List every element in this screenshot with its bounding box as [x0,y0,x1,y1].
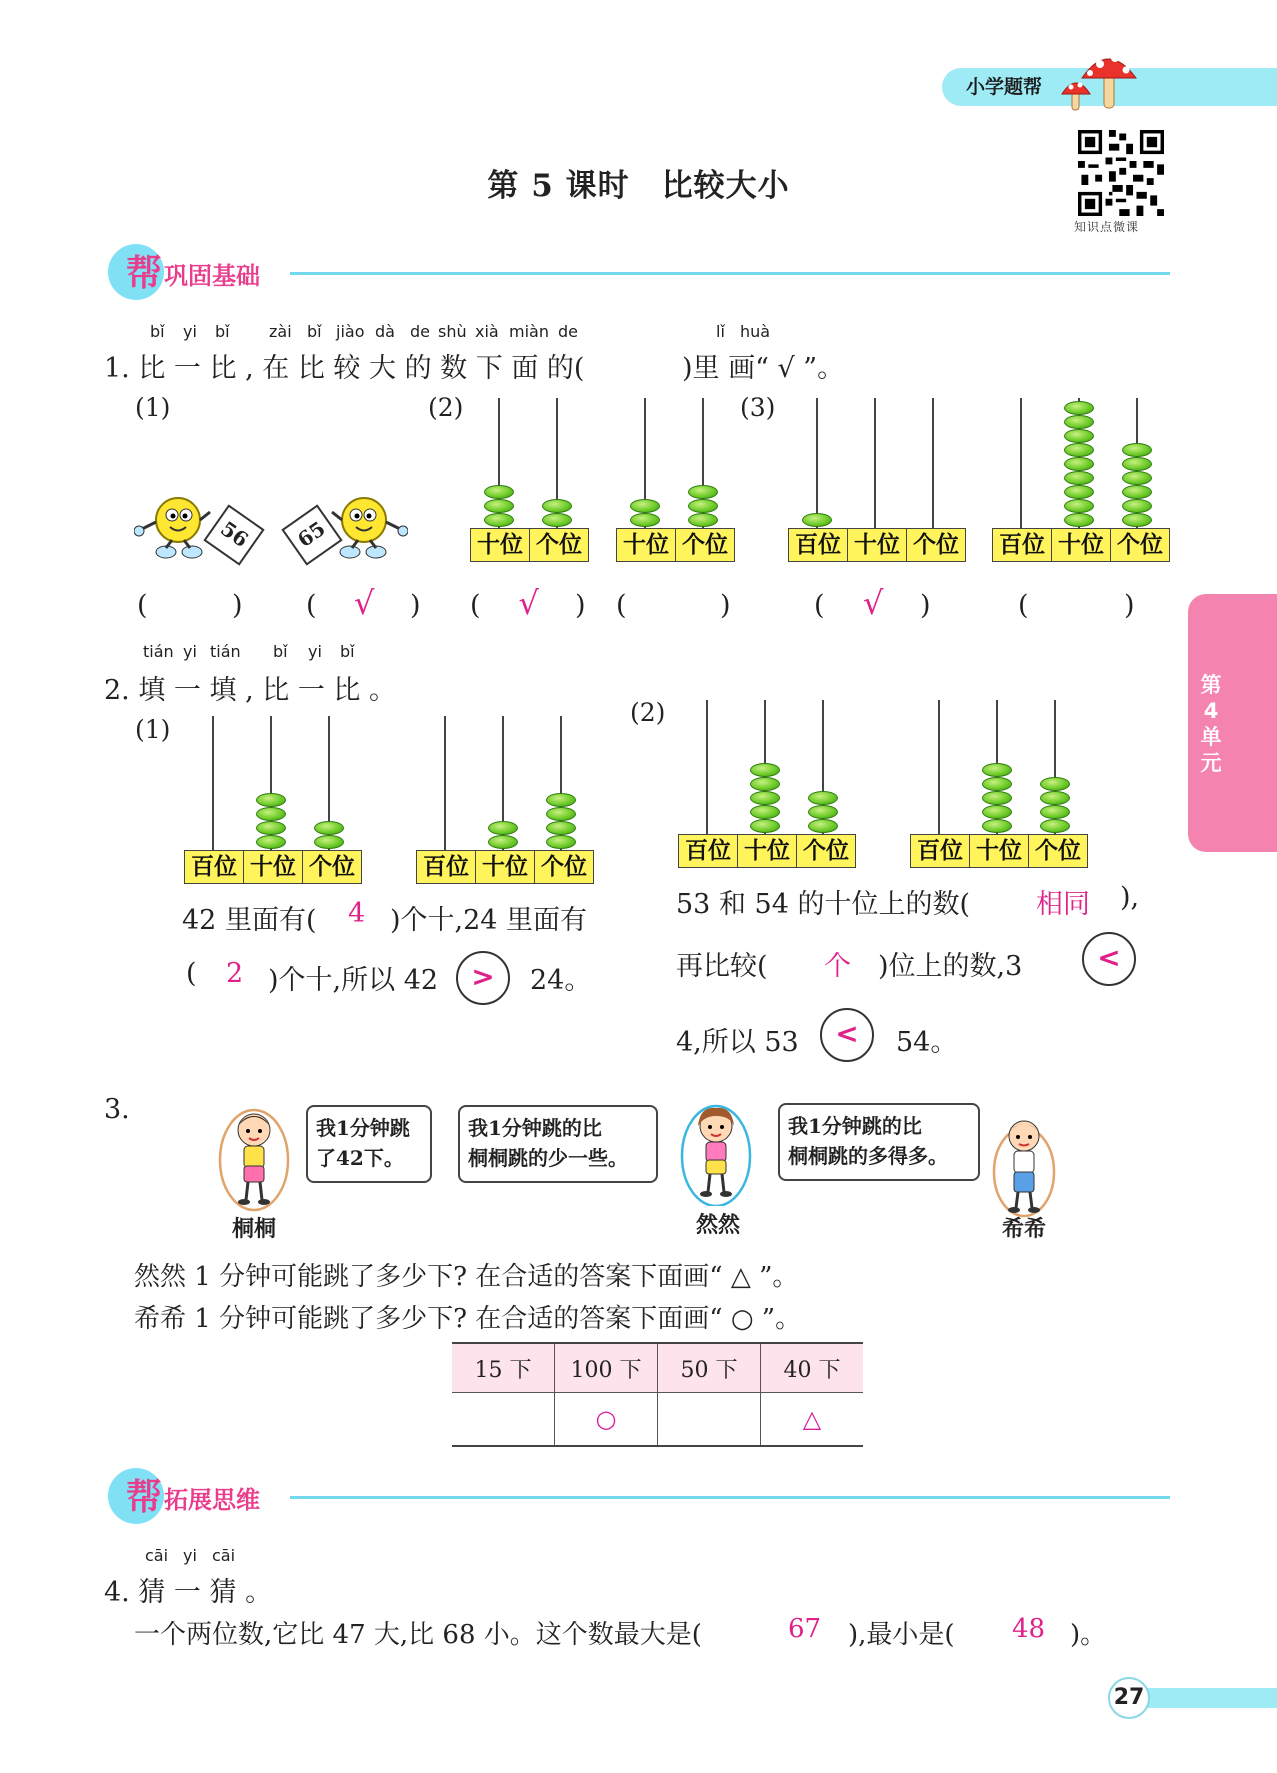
speech-bubble: 我1分钟跳的比 桐桐跳的多得多。 [778,1103,980,1181]
pinyin: dà [375,322,395,341]
pinyin: cāi [145,1546,169,1565]
place-label: 个位 [796,835,855,867]
table-answer-cell[interactable] [452,1393,555,1447]
mascot-icon [134,490,214,562]
abacus-bead [1064,429,1094,443]
boy-jumping-rope-icon [984,1110,1064,1218]
abacus-bead [1122,443,1152,457]
pinyin: shù [438,322,467,341]
abacus-place-labels [992,528,1170,562]
pinyin: bǐ [150,322,165,341]
abacus-bead [256,807,286,821]
answer-check-slot[interactable]: √ [354,584,375,622]
abacus-bead [256,835,286,849]
place-label: 十位 [1051,529,1110,561]
pinyin: tián [143,642,174,661]
abacus-bead [1040,791,1070,805]
kid-name: 然然 [696,1212,741,1238]
place-label: 百位 [423,854,469,880]
pinyin: lǐ [716,322,725,341]
q2-1-answer[interactable]: 4 [348,898,366,929]
answer-paren-open: ( [306,590,317,621]
place-label: 百位 [191,854,237,880]
abacus-bead [750,791,780,805]
abacus-bead [1122,471,1152,485]
place-label: 百位 [999,532,1045,558]
abacus-bead [750,777,780,791]
table-header-cell: 40 下 [761,1343,864,1393]
answer-paren-open: ( [1018,590,1029,621]
speech-bubble: 我1分钟跳 了42下。 [306,1105,432,1183]
abacus-bead [1122,485,1152,499]
q2-1-line2-mid: )个十,所以 42 [268,965,439,996]
q3-number: 3. [104,1094,130,1125]
answer-paren-close: ) [1124,590,1135,621]
table-answer-cell[interactable] [658,1393,761,1447]
q2-2-answer[interactable]: 相同 [1036,889,1090,920]
place-label: 十位 [847,529,906,561]
abacus-rod [444,716,446,850]
abacus-bead [1040,819,1070,833]
abacus-bead [688,485,718,499]
q3-line2: 希希 1 分钟可能跳了多少下? 在合适的答案下面画“ ○ ”。 [134,1304,802,1334]
q1-text: 1. 比 一 比 , 在 比 较 大 的 数 下 面 的( [104,353,585,384]
abacus-bead [1122,513,1152,527]
abacus-place-labels [788,528,966,562]
place-label: 十位 [737,835,796,867]
abacus-bead [488,835,518,849]
abacus-rod [874,398,876,528]
answer-paren-close: ) [920,590,931,621]
q4-answer-max[interactable]: 67 [788,1614,822,1644]
abacus-bead [688,513,718,527]
abacus-bead [546,821,576,835]
q2-sub2: (2) [630,698,666,727]
q1-sub1: (1) [135,393,171,422]
q4-line: 一个两位数,它比 47 大,比 68 小。这个数最大是( [134,1620,702,1650]
place-label: 百位 [795,532,841,558]
answer-check-slot[interactable]: √ [863,584,884,622]
q2-2-line2-end: )位上的数,3 [878,951,1023,982]
abacus-bead [488,821,518,835]
abacus-bead [484,513,514,527]
abacus-bead [546,835,576,849]
q2-1-line2: ( [186,958,197,989]
pinyin: yi [183,322,197,341]
abacus-bead [808,791,838,805]
q2-2-line2: 再比较( [676,951,768,982]
abacus-bead [982,791,1012,805]
table-answer-cell[interactable]: △ [761,1393,864,1447]
place-label: 十位 [969,835,1028,867]
q2-1-line2-end: 24。 [530,965,592,996]
abacus-bead [1064,485,1094,499]
q2-2-line3-end: 54。 [896,1027,958,1058]
place-label: 个位 [302,851,361,883]
abacus-bead [1064,443,1094,457]
compare-circle[interactable]: < [1082,932,1136,986]
pinyin: bǐ [273,642,288,661]
answer-paren-close: ) [720,590,731,621]
abacus-bead [484,485,514,499]
place-label: 百位 [917,838,963,864]
speech-bubble: 我1分钟跳的比 桐桐跳的少一些。 [458,1105,658,1183]
abacus-bead [808,819,838,833]
q2-2-line1-end: ), [1120,882,1140,913]
table-header-cell: 15 下 [452,1343,555,1393]
abacus-bead [1040,805,1070,819]
abacus-place-labels [616,528,735,562]
abacus-bead [1064,471,1094,485]
abacus-bead [750,819,780,833]
abacus-bead [1064,513,1094,527]
q2-1-answer[interactable]: 2 [226,958,244,989]
abacus-bead [630,513,660,527]
q4-text: 4. 猜 一 猜 。 [104,1577,273,1608]
compare-circle[interactable]: > [456,951,510,1005]
place-label: 个位 [529,529,588,561]
section-divider [290,1496,1170,1499]
pinyin: cāi [212,1546,236,1565]
answer-table [452,1342,863,1447]
q2-1-line1: 42 里面有( [182,905,317,936]
abacus-rod [938,700,940,834]
pinyin: de [558,322,578,341]
page-title: 第 5 课时 比较大小 [487,168,790,204]
footer-bar [1140,1688,1277,1708]
number-card: 65 [281,504,342,565]
abacus-bead [546,807,576,821]
girl-jumping-rope-icon [214,1100,294,1212]
q2-sub1: (1) [135,715,171,744]
abacus-bead [1040,777,1070,791]
number-card: 56 [203,504,264,565]
abacus-rod [706,700,708,834]
place-label: 十位 [477,532,523,558]
mushroom-icon [1060,44,1140,114]
abacus-bead [1064,401,1094,415]
brand-name: 小学题帮 [966,76,1043,98]
section-title-extension: 拓展思维 [164,1486,260,1514]
abacus-bead [542,499,572,513]
compare-circle[interactable]: < [820,1008,874,1062]
abacus-place-labels [184,850,362,884]
pinyin: yi [183,1546,197,1565]
abacus-bead [314,835,344,849]
qr-code-icon [1078,130,1164,216]
abacus-bead [542,513,572,527]
place-label: 个位 [906,529,965,561]
section-title-basics: 巩固基础 [164,262,260,290]
abacus-bead [1064,457,1094,471]
pinyin: tián [210,642,241,661]
q3-line1: 然然 1 分钟可能跳了多少下? 在合适的答案下面画“ △ ”。 [134,1262,799,1292]
answer-paren-close: ) [232,590,243,621]
abacus-bead [750,763,780,777]
abacus-bead [688,499,718,513]
kid-name: 桐桐 [232,1216,277,1242]
abacus-bead [256,821,286,835]
pinyin: bǐ [340,642,355,661]
abacus-bead [1122,499,1152,513]
q1-text-end: )里 画“ √ ”。 [682,353,845,384]
q2-2-line3: 4,所以 53 [676,1027,799,1058]
abacus-rod [932,398,934,528]
place-label: 个位 [1028,835,1087,867]
abacus-bead [750,805,780,819]
answer-paren-open: ( [616,590,627,621]
place-label: 个位 [1110,529,1169,561]
answer-paren-close: ) [410,590,421,621]
abacus-bead [802,513,832,527]
abacus-place-labels [470,528,589,562]
place-label: 百位 [685,838,731,864]
section-bang: 帮 [126,253,163,294]
answer-paren-open: ( [470,590,481,621]
place-label: 十位 [475,851,534,883]
abacus-bead [982,819,1012,833]
place-label: 十位 [243,851,302,883]
pinyin: yi [308,642,322,661]
abacus-rod [816,398,818,528]
pinyin: jiào [336,322,365,341]
abacus-bead [546,793,576,807]
q4-line-end: )。 [1070,1620,1107,1650]
q1-sub3: (3) [740,393,776,422]
abacus-bead [1064,415,1094,429]
abacus-bead [1064,499,1094,513]
abacus-place-labels [910,834,1088,868]
abacus-bead [808,805,838,819]
place-label: 个位 [675,529,734,561]
pinyin: zài [269,322,292,341]
pinyin: de [410,322,430,341]
q2-2-answer[interactable]: 个 [824,951,851,982]
q4-answer-min[interactable]: 48 [1012,1614,1046,1644]
answer-paren-open: ( [137,590,148,621]
abacus-rod [1020,398,1022,528]
qr-label: 知识点微课 [1074,220,1140,234]
table-header-cell: 50 下 [658,1343,761,1393]
table-header-cell: 100 下 [555,1343,658,1393]
place-label: 十位 [623,532,669,558]
page-number: 27 [1108,1677,1150,1719]
pinyin: huà [740,322,771,341]
abacus-bead [256,793,286,807]
kid-name: 希希 [1002,1216,1047,1242]
abacus-bead [314,821,344,835]
section-divider [290,272,1170,275]
abacus-bead [982,763,1012,777]
girl-jumping-rope-icon [676,1096,756,1206]
answer-paren-close: ) [575,590,586,621]
pinyin: yi [183,642,197,661]
abacus-place-labels [416,850,594,884]
abacus-bead [630,499,660,513]
pinyin: miàn [509,322,549,341]
mascot-icon [328,490,408,562]
pinyin: xià [475,322,499,341]
abacus-bead [1122,457,1152,471]
q2-1-line1-end: )个十,24 里面有 [390,905,588,936]
pinyin: bǐ [215,322,230,341]
q4-line-mid: ),最小是( [848,1620,955,1650]
q2-text: 2. 填 一 填 , 比 一 比 。 [104,675,397,706]
place-label: 个位 [534,851,593,883]
abacus-rod [212,716,214,850]
abacus-place-labels [678,834,856,868]
answer-check-slot[interactable]: √ [518,584,539,622]
abacus-bead [982,777,1012,791]
answer-paren-open: ( [814,590,825,621]
pinyin: bǐ [307,322,322,341]
unit-tab-label: 第4单元 [1200,673,1222,775]
section-bang: 帮 [126,1477,163,1518]
q2-2-line1: 53 和 54 的十位上的数( [676,889,970,920]
q1-sub2: (2) [428,393,464,422]
abacus-bead [982,805,1012,819]
abacus-bead [484,499,514,513]
table-answer-cell[interactable]: ○ [555,1393,658,1447]
